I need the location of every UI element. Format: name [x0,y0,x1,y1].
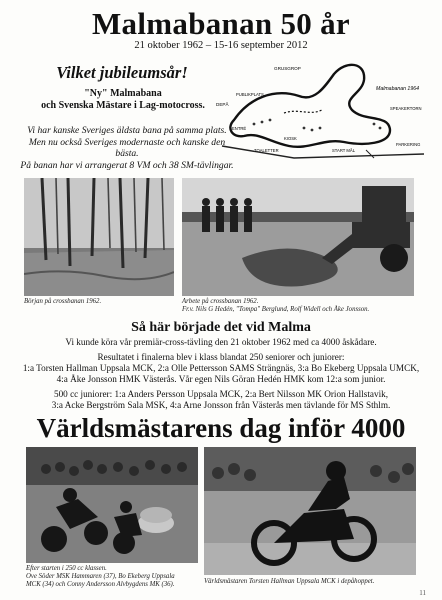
map-label-speaker: SPEAKERTORN [390,106,422,111]
map-label-start: START MÅL [332,148,356,153]
intro-line-1: Vi har kanske Sveriges äldsta bana på samma plats. [27,125,227,136]
map-label-entre: ENTRÉ [232,126,247,131]
photo-race-caption-line-2: Ove Söder MSK Hammaren (37), Bo Ekeberg Uppsala [26,573,175,580]
jubilee-subtitle [28,88,218,112]
photo-work-caption [182,298,414,314]
history-p3-line-1: 500 cc juniorer: 1:a Anders Persson Uppsala MCK, 2:a Bert Nilsson MK Orion Hallstavik, [53,389,389,399]
map-label-publik: PUBLIKPLATS [236,92,264,97]
world-champion-image [204,447,416,575]
history-p2-line-3: 4:a Åke Jonsson HMK Västerås. Vår egen Nils Göran Hedén HMK kom 12:a som junior. [56,374,386,384]
history-p2-line-1: Resultatet i finalerna blev i klass blandat 250 seniorer och juniorer: [97,352,345,362]
photo-race-caption [26,565,198,589]
photo-race-start [26,447,198,563]
track-map [214,58,429,165]
history-p1-line-1: Vi kunde köra vår premiär-cross-tävling den 21 oktober 1962 med ca 4000 åskådare. [65,337,377,347]
photo-world-champion [204,447,416,575]
history-paragraph-1 [10,337,432,348]
history-heading: Så här började det vid Malma [131,320,311,335]
track-map-drawing [214,58,429,165]
intro-line-3: På banan har vi arrangerat 8 VM och 38 SM-tävlingar. [20,159,234,171]
map-label-kiosk: KIOSK [284,136,297,141]
forest-image [24,178,174,296]
history-p3-line-2: 3:a Acke Bergström Sala MSK, 4:a Arne Jonsson från Västerås men tävlande för MS Sthlm. [51,400,391,410]
photo-forest-caption: Början på crossbanan 1962. [24,298,102,305]
photo-work-1962 [182,178,414,296]
photo-race-caption-line-3: MCK (34) och Conny Andersson Alvbygdens MK (36). [26,581,175,588]
map-label-parkering: PARKERING [396,142,421,147]
photo-champion-caption: Världsmästaren Torsten Hallman Uppsala MCK i depåhoppet. [204,578,375,585]
map-label-depa: DEPÅ [216,102,229,107]
page-title: Malmabanan 50 år [92,6,350,41]
photo-work-caption-line-1: Arbete på crossbanan 1962. [182,298,259,305]
section2-heading: Världsmästarens dag inför 4000 [36,413,406,443]
intro-text [18,125,236,171]
photo-race-caption-line-1: Efter starten i 250 cc klassen. [26,565,107,572]
page-number: 11 [419,589,426,597]
race-start-image [26,447,198,563]
intro-line-2: Men nu också Sveriges modernaste och kanske den bästa. [28,136,226,159]
jubilee-line-2: och Svenska Mästare i Lag-motocross. [41,100,205,111]
map-label-title: Malmabanan 1964 [376,86,419,92]
history-paragraph-3 [10,389,432,411]
map-label-toalett: TOALETTER [254,148,279,153]
page-dates: 21 oktober 1962 – 15-16 september 2012 [134,40,308,51]
history-paragraph-2 [10,352,432,385]
history-p2-line-2: 1:a Torsten Hallman Uppsala MCK, 2:a Olle Pettersson SAMS Strängnäs, 3:a Bo Ekeberg Uppsala UMCK, [22,363,420,373]
jubilee-line-1: "Ny" Malmabana [84,88,162,99]
work-image [182,178,414,296]
jubilee-headline: Vilket jubileumsår! [56,63,188,82]
map-label-grustag: GRUSGROP [274,66,301,71]
photo-forest-1962 [24,178,174,296]
photo-work-caption-line-2: Fr.v. Nils G Hedén, "Tompa" Berglund, Rolf Widell och Åke Jonsson. [182,306,370,313]
